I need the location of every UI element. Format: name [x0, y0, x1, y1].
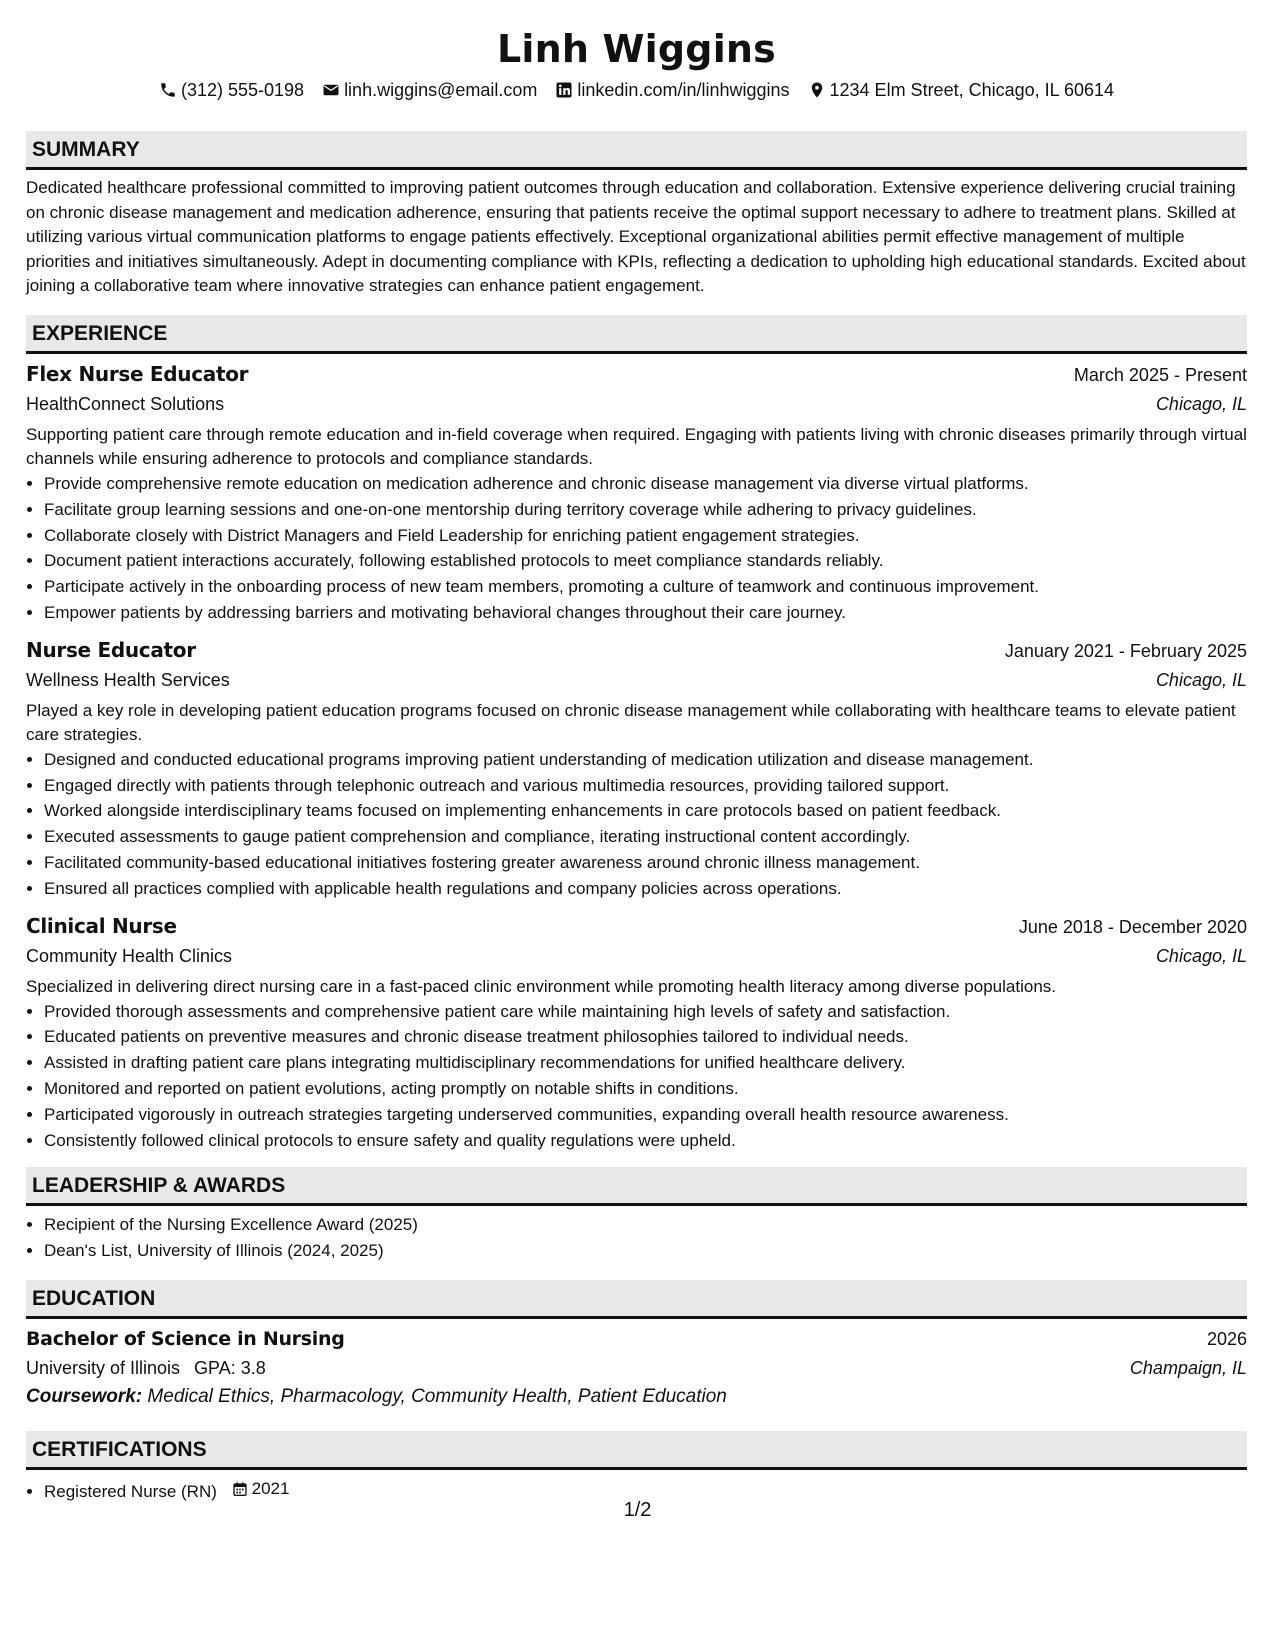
- list-item: • Provided thorough assessments and comprehensive patient care while maintaining high levels of safety and satisfaction.: [44, 999, 1247, 1025]
- job-entry: [26, 912, 1247, 1154]
- list-item: • Worked alongside interdisciplinary teams focused on implementing enhancements in care protocols based on patient feedback.: [44, 798, 1247, 824]
- list-item: • Monitored and reported on patient evolutions, acting promptly on notable shifts in conditions.: [44, 1076, 1247, 1102]
- job-description: Specialized in delivering direct nursing care in a fast-paced clinic environment while promoting health literacy among diverse populations.: [26, 976, 1056, 996]
- list-item: • Facilitated community-based educational initiatives fostering greater awareness around chronic illness management.: [44, 850, 1247, 876]
- company-name: Wellness Health Services: [26, 669, 230, 690]
- list-item: • Participate actively in the onboarding process of new team members, promoting a culture of teamwork and continuous improvement.: [44, 574, 1247, 600]
- job-title: Flex Nurse Educator: [26, 361, 249, 386]
- address-text: 1234 Elm Street, Chicago, IL 60614: [829, 80, 1115, 100]
- job-dates: January 2021 - February 2025: [1004, 640, 1247, 661]
- job-description: Played a key role in developing patient education programs focused on chronic disease management while collaborating with healthcare teams to elevate patient care strategies.: [26, 700, 1236, 744]
- company-name: HealthConnect Solutions: [26, 393, 225, 414]
- coursework-list: Medical Ethics, Pharmacology, Community Health, Patient Education: [147, 1385, 727, 1407]
- linkedin-text: linkedin.com/in/linhwiggins: [577, 80, 790, 100]
- list-item: • Provide comprehensive remote education on medication adherence and chronic disease management via diverse virtual platforms.: [44, 471, 1247, 497]
- company-name: Community Health Clinics: [26, 945, 233, 966]
- job-dates: June 2018 - December 2020: [1018, 916, 1247, 937]
- certifications-section: [26, 1431, 1247, 1505]
- education-heading: EDUCATION: [26, 1280, 1247, 1319]
- map-pin-icon: [808, 81, 826, 99]
- contact-linkedin[interactable]: [555, 78, 789, 102]
- certification-year: 2021: [251, 1478, 290, 1498]
- job-title: Clinical Nurse: [26, 913, 177, 938]
- job-location: Chicago, IL: [1155, 945, 1247, 966]
- calendar-icon: [232, 1481, 248, 1497]
- list-item: • Educated patients on preventive measures and chronic disease treatment philosophies tailored to individual needs.: [44, 1024, 1247, 1050]
- list-item: • Document patient interactions accurately, following established protocols to meet compliance standards reliably.: [44, 548, 1247, 574]
- phone-icon: [159, 81, 177, 99]
- list-item: • Recipient of the Nursing Excellence Award (2025): [44, 1212, 1247, 1238]
- job-title: Nurse Educator: [26, 637, 196, 662]
- coursework-label: Coursework:: [26, 1385, 143, 1407]
- linkedin-icon: [555, 81, 573, 99]
- summary-section: [26, 131, 1247, 299]
- candidate-name: Linh Wiggins: [496, 27, 776, 71]
- envelope-icon: [322, 81, 340, 99]
- list-item: • Consistently followed clinical protocols to ensure safety and quality regulations were upheld.: [44, 1128, 1247, 1154]
- certification-name: Registered Nurse (RN): [44, 1481, 217, 1501]
- job-bullets: [26, 747, 1247, 902]
- school-location: Champaign, IL: [1129, 1357, 1247, 1378]
- job-description: Supporting patient care through remote education and in-field coverage when required. Engaging with patients living with chronic diseases primarily through virtual channels while ensuring adherence to protocols and compliance standards.: [26, 424, 1247, 468]
- list-item: • Executed assessments to gauge patient comprehension and compliance, iterating instructional content accordingly.: [44, 824, 1247, 850]
- leadership-section: [26, 1167, 1247, 1264]
- education-section: [26, 1280, 1247, 1411]
- job-bullets: [26, 471, 1247, 626]
- email-text: linh.wiggins@email.com: [344, 80, 538, 100]
- phone-text: (312) 555-0198: [180, 80, 305, 100]
- gpa: GPA: 3.8: [194, 1357, 266, 1378]
- experience-section: [26, 315, 1247, 1153]
- list-item: • Ensured all practices complied with applicable health regulations and company policies across operations.: [44, 876, 1247, 902]
- leadership-list: [26, 1212, 1247, 1264]
- job-dates: March 2025 - Present: [1073, 364, 1247, 385]
- list-item: • Designed and conducted educational programs improving patient understanding of medication utilization and disease management.: [44, 747, 1247, 773]
- degree-year: 2026: [1206, 1328, 1247, 1349]
- job-location: Chicago, IL: [1155, 393, 1247, 414]
- list-item: • Dean's List, University of Illinois (2024, 2025): [44, 1238, 1247, 1264]
- list-item: • Engaged directly with patients through telephonic outreach and various multimedia resources, providing tailored support.: [44, 773, 1247, 799]
- list-item: • Facilitate group learning sessions and one-on-one mentorship during territory coverage while adhering to privacy guidelines.: [44, 497, 1247, 523]
- summary-heading: SUMMARY: [26, 131, 1247, 170]
- job-location: Chicago, IL: [1155, 669, 1247, 690]
- experience-heading: EXPERIENCE: [26, 315, 1247, 354]
- page-number: 1/2: [623, 1499, 652, 1521]
- certifications-heading: CERTIFICATIONS: [26, 1431, 1247, 1470]
- degree-title: Bachelor of Science in Nursing: [26, 1327, 345, 1350]
- summary-text: Dedicated healthcare professional committed to improving patient outcomes through education and collaboration. Extensive experience delivering crucial training on chronic disease management and medication adherence, ensuring that patients receive the optimal support necessary to adhere to treatment plans. Skilled at utilizing various virtual communication platforms to engage patients effectively. Exceptional organizational abilities permit effective management of multiple priorities and initiatives simultaneously. Adept in documenting compliance with KPIs, reflecting a dedication to upholding high educational standards. Excited about joining a collaborative team where innovative strategies can enhance patient engagement.: [26, 178, 1246, 296]
- resume-page: [26, 24, 1247, 1505]
- list-item: • Assisted in drafting patient care plans integrating multidisciplinary recommendations for unified healthcare delivery.: [44, 1050, 1247, 1076]
- job-entry: [26, 636, 1247, 902]
- job-bullets: [26, 999, 1247, 1154]
- list-item: • Collaborate closely with District Managers and Field Leadership for enriching patient engagement strategies.: [44, 523, 1247, 549]
- job-entry: [26, 360, 1247, 626]
- leadership-heading: LEADERSHIP & AWARDS: [26, 1167, 1247, 1206]
- contact-bar: [26, 78, 1247, 102]
- contact-address: [808, 78, 1115, 102]
- school-name: University of Illinois: [26, 1357, 181, 1378]
- list-item: • Empower patients by addressing barriers and motivating behavioral changes throughout their care journey.: [44, 600, 1247, 626]
- contact-phone[interactable]: [159, 78, 304, 102]
- contact-email[interactable]: [322, 78, 537, 102]
- list-item: • Participated vigorously in outreach strategies targeting underserved communities, expanding overall health resource awareness.: [44, 1102, 1247, 1128]
- coursework: [26, 1383, 1247, 1411]
